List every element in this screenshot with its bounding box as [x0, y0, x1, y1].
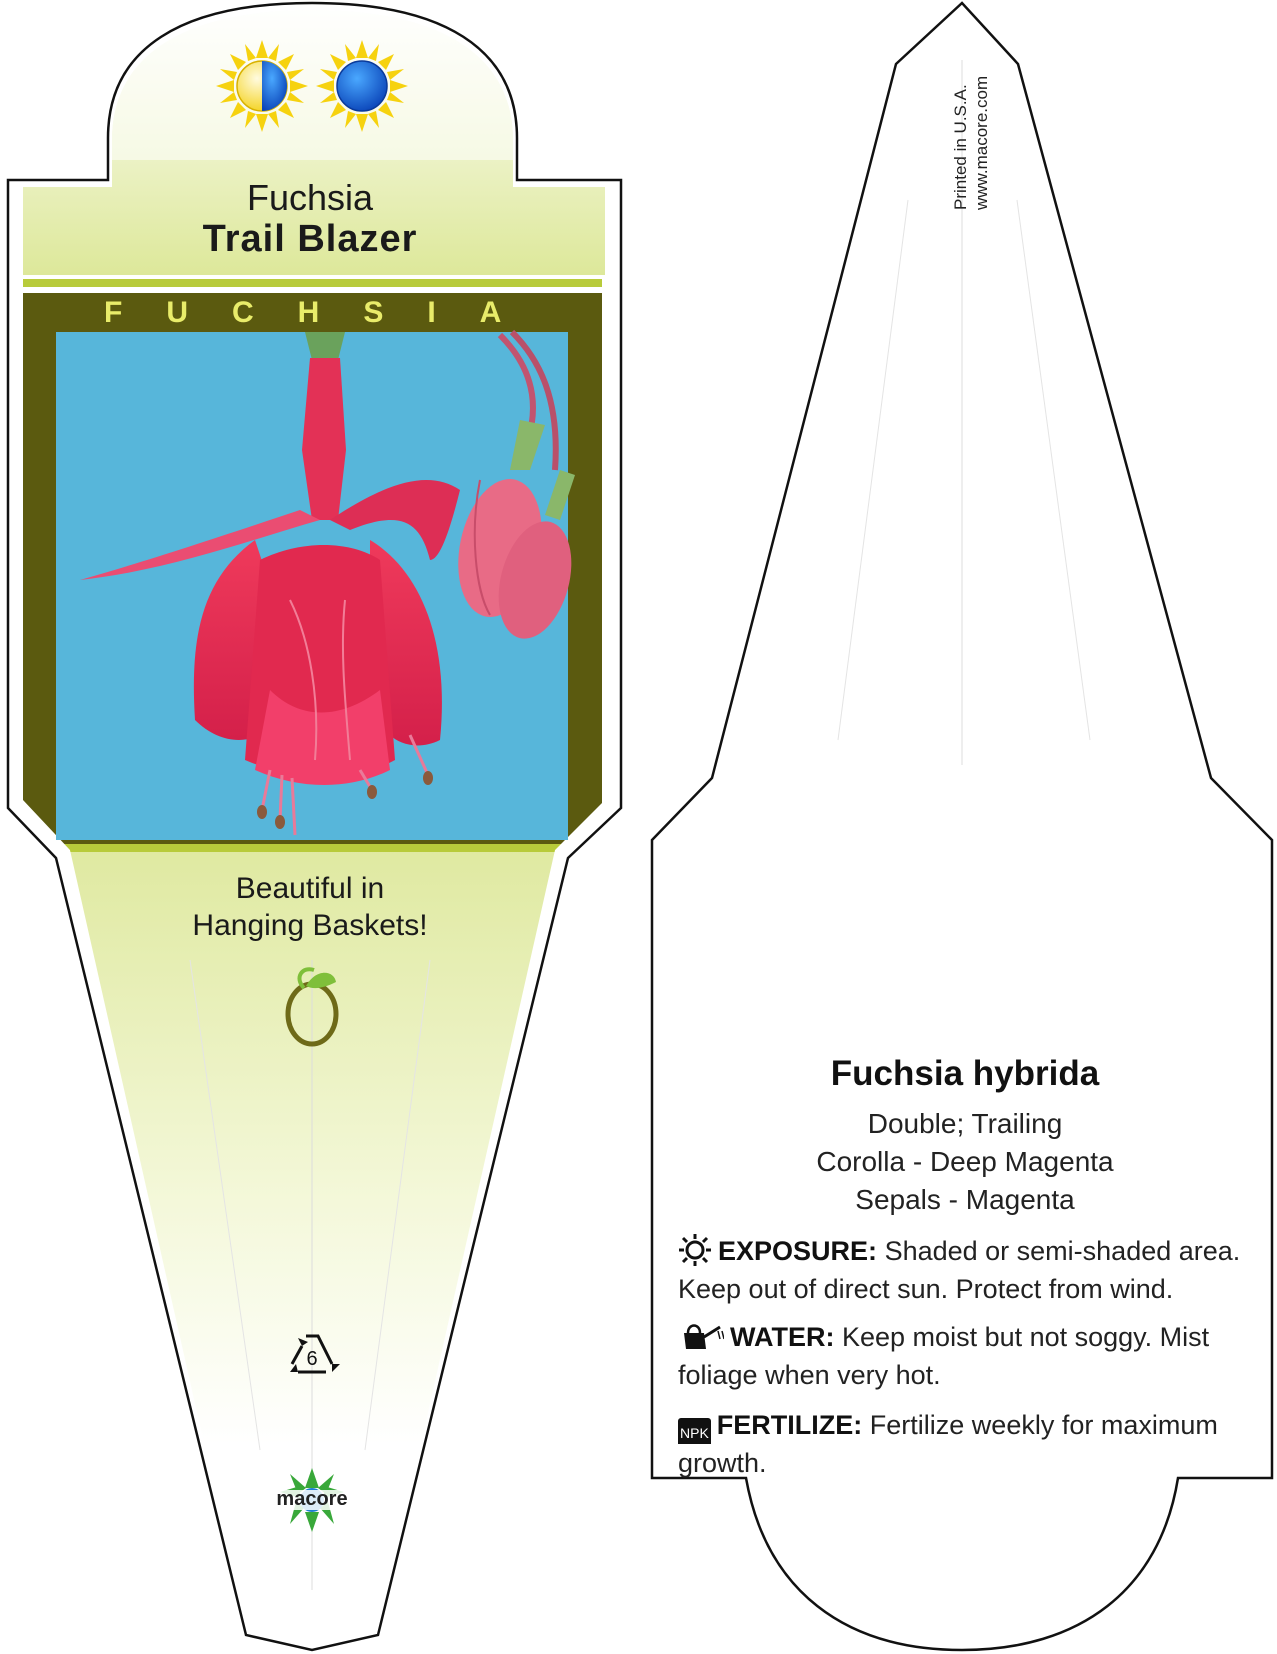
back-tag [652, 3, 1272, 1650]
desc-line-2: Corolla - Deep Magenta [816, 1146, 1114, 1177]
recycle-number: 6 [306, 1348, 318, 1370]
water-text: Keep moist but not soggy. Mist foliage when very hot. [678, 1322, 1210, 1390]
watering-can-icon [678, 1319, 724, 1353]
band-label: FUCHSIA [104, 296, 546, 329]
botanical-name: Fuchsia hybrida [830, 1054, 1100, 1093]
printed-info [950, 76, 992, 210]
common-name: Fuchsia [246, 177, 374, 218]
printed-line-1: Printed in U.S.A. [951, 84, 970, 210]
printed-line-2: www.macore.com [972, 75, 991, 210]
water-label: WATER: [730, 1322, 835, 1352]
exposure-label: EXPOSURE: [718, 1236, 878, 1266]
npk-badge-icon: NPK [678, 1418, 711, 1444]
tagline [120, 870, 500, 944]
fertilize-text: Fertilize weekly for maximum growth. [678, 1410, 1218, 1478]
brand-name: macore [276, 1488, 348, 1510]
sun-outline-icon [678, 1233, 712, 1267]
care-fertilize [678, 1406, 1258, 1482]
desc-line-3: Sepals - Magenta [855, 1184, 1075, 1215]
care-exposure [678, 1232, 1258, 1308]
tagline-line-1: Beautiful in [235, 872, 385, 905]
variety-name: Trail Blazer [202, 218, 418, 260]
desc-line-1: Double; Trailing [867, 1108, 1063, 1139]
fertilize-label: FERTILIZE: [716, 1410, 863, 1440]
tagline-line-2: Hanging Baskets! [192, 909, 428, 942]
fuchsia-flower-photo [56, 332, 583, 840]
care-water [678, 1318, 1258, 1394]
exposure-text: Shaded or semi-shaded area. Keep out of direct sun. Protect from wind. [678, 1236, 1241, 1304]
